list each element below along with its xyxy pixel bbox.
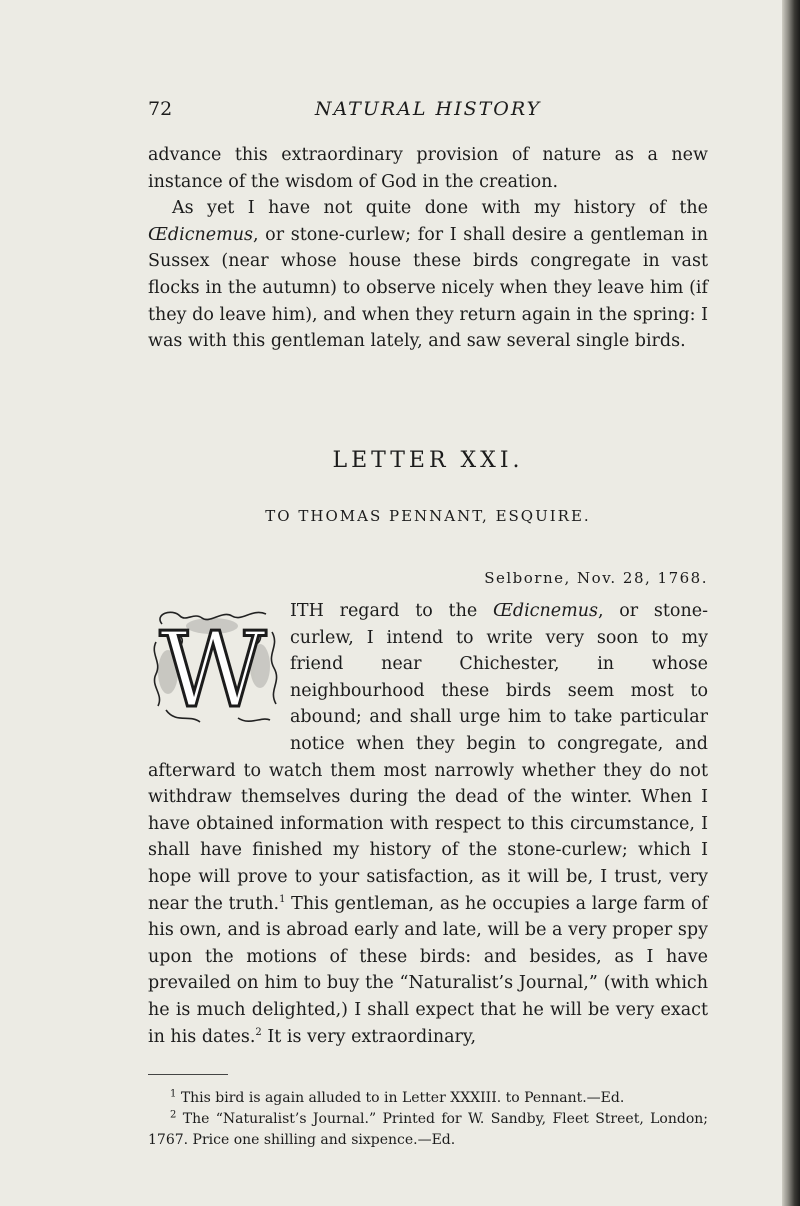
letter-dateline: Selborne, Nov. 28, 1768. [484, 569, 708, 587]
italic-species-name: Œdicnemus [492, 601, 598, 621]
text-run: As yet I have not quite done with my history of the [172, 198, 708, 219]
letter-addressee: TO THOMAS PENNANT, ESQUIRE. [265, 507, 591, 525]
letter-text-1: ITH regard to the [290, 601, 493, 621]
footnote-1-mark: 1 [170, 1088, 177, 1100]
page-number: 72 [148, 98, 173, 120]
page-binding-edge [782, 0, 800, 1206]
paragraph-1-line-b [148, 195, 708, 355]
letter-body [148, 598, 708, 1050]
page-header [148, 98, 708, 128]
letter-text-3: This gentleman, as he occupies a large farm of his own, and is abroad early and late, will be a very proper spy upon the motions of these birds: and besides, as I have prevailed on him to buy the “Naturalist’s Journal,” (with which he is much delighted,) I shall expect that he will be very exact in his dates. [148, 893, 709, 1047]
footnotes [148, 1088, 708, 1151]
footnote-2-text: The “Naturalist’s Journal.” Printed for W. Sandby, Fleet Street, London; 1767. Price one shilling and sixpence.—Ed. [148, 1111, 708, 1148]
running-head: NATURAL HISTORY [314, 98, 542, 120]
ornamental-dropcap [142, 602, 284, 732]
italic-species-name: Œdicnemus [148, 224, 253, 245]
letter-text-4: It is very extraordinary, [261, 1026, 477, 1047]
footnote-1 [148, 1088, 708, 1109]
footnote-marker-1: 1 [279, 893, 286, 905]
dropcap-ornament-icon [142, 602, 284, 732]
footnote-2 [148, 1109, 708, 1151]
paragraph-1 [148, 142, 708, 355]
footnote-rule [148, 1074, 228, 1075]
footnote-1-text: This bird is again alluded to in Letter XXXIII. to Pennant.—Ed. [180, 1090, 625, 1106]
letter-title: LETTER XXI. [332, 448, 524, 473]
footnote-marker-2: 2 [255, 1026, 262, 1038]
paragraph-1-line-a: advance this extraordinary provision of nature as a new instance of the wisdom of God in the creation. [148, 145, 708, 192]
footnote-2-mark: 2 [170, 1109, 177, 1121]
letter-text-2: , or stone-curlew, I intend to write very soon to my friend near Chichester, in whose neighbourhood these birds seem most to abound; and shall urge him to take particular notice when they begin to congregate, and afterward to watch them most narrowly whether they do not withdraw themselves during the dead of the winter. When I have obtained information with respect to this circumstance, I shall have finished my history of the stone-curlew; which I hope will prove to your satisfaction, as it will be, I trust, very near the truth. [148, 601, 708, 914]
text-run: , or stone-curlew; for I shall desire a gentleman in Sussex (near whose house these birds congregate in vast flocks in the autumn) to observe nicely when they leave him (if they do leave him), and when they return again in the spring: I was with this gentleman lately, and saw several single birds. [148, 224, 708, 352]
dropcap-letter: W [159, 609, 267, 731]
